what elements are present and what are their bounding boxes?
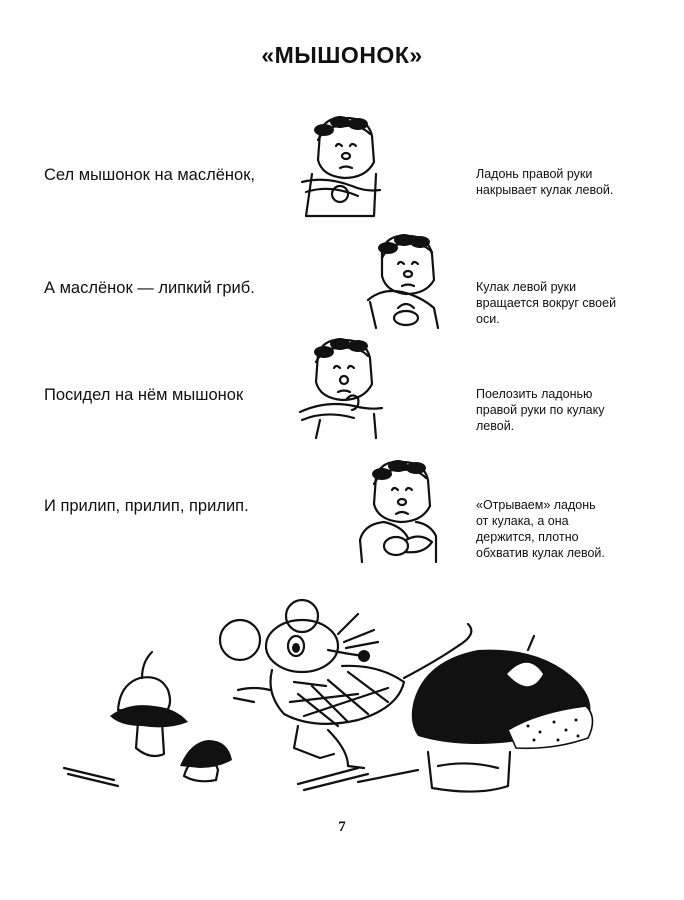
- verse-line-4: И прилип, прилип, прилип.: [44, 497, 249, 515]
- boy-gesture-illustration: [296, 112, 386, 220]
- mouse-on-mushroom-illustration: [58, 590, 618, 800]
- gesture-note-4: «Отрываем» ладонь от кулака, а она держится, плотно обхватив кулак левой.: [476, 498, 605, 560]
- boy-gesture-illustration: [296, 334, 388, 442]
- verse-line-3: Посидел на нём мышонок: [44, 386, 244, 404]
- gesture-note-2: Кулак левой руки вращается вокруг своей оси.: [476, 280, 617, 326]
- boy-gesture-illustration: [362, 230, 444, 336]
- boy-gesture-illustration: [354, 456, 444, 566]
- gesture-note-3: Поелозить ладонью правой руки по кулаку левой.: [476, 387, 605, 433]
- poem-title: «МЫШОНОК»: [261, 42, 423, 68]
- page-number: 7: [338, 819, 346, 835]
- verse-line-2: А маслёнок — липкий гриб.: [44, 279, 255, 297]
- gesture-note-1: Ладонь правой руки накрывает кулак левой.: [476, 167, 614, 197]
- verse-line-1: Сел мышонок на маслёнок,: [44, 166, 256, 184]
